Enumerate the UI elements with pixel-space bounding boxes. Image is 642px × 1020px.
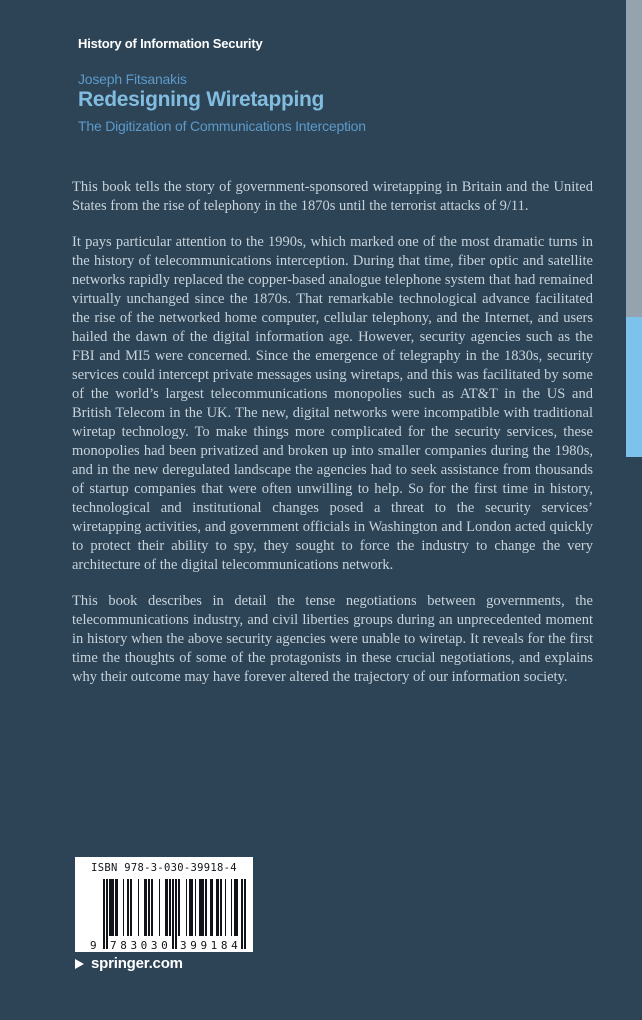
publisher-url	[75, 955, 183, 972]
barcode-digits-right: 399184	[180, 939, 242, 952]
barcode-digits-left: 783030	[110, 939, 172, 952]
blurb-paragraph: This book tells the story of government-sponsored wiretapping in Britain and the United States from the rise of telephony in the 1870s until the terrorist attacks of 9/11.	[72, 179, 593, 214]
ean13-barcode	[90, 879, 246, 952]
play-triangle-icon	[75, 959, 84, 969]
page-edge-strip	[626, 0, 642, 317]
bookmark-tab	[626, 317, 642, 457]
book-subtitle: The Digitization of Communications Interception	[78, 118, 366, 134]
series-title: History of Information Security	[78, 36, 263, 51]
blurb-paragraph: This book describes in detail the tense negotiations between governments, the telecommunications industry, and civil liberties groups during an unprecedented moment in history when the above security agencies were unable to wiretap. It reveals for the first time the thoughts of some of the protagonists in these crucial negotiations, and explains why their outcome may have forever altered the trajectory of our information society.	[72, 593, 593, 685]
blurb-paragraph: It pays particular attention to the 1990s, which marked one of the most dramatic turns in the history of telecommunications interception. During that time, fiber optic and satellite networks rapidly replaced the copper-based analogue telephone system that had remained virtually unchanged since the 1870s. That remarkable technological advance facilitated the rise of the networked home computer, cellular telephony, and the Internet, and users hailed the dawn of the digital information age. However, security agencies such as the FBI and MI5 were concerned. Since the emergence of telegraphy in the 1830s, security services could intercept private messages using wiretaps, and this was facilitated by some of the world’s largest telecommunications monopolies such as AT&T in the US and British Telecom in the UK. The new, digital networks were incompatible with traditional wiretap technology. To make things more complicated for the security services, these monopolies had been privatized and broken up into smaller companies during the 1980s, and in the new deregulated landscape the agencies had to seek assistance from thousands of startup companies that were often unwilling to help. So for the first time in history, technological and institutional changes posed a threat to the security services’ wiretapping activities, and government officials in Washington and London acted quickly to protect their ability to spy, they sought to force the industry to change the very architecture of the digital telecommunications network.	[72, 234, 593, 573]
isbn-label: ISBN 978-3-030-39918-4	[91, 862, 237, 874]
back-cover-blurb	[72, 178, 593, 704]
isbn-barcode	[75, 857, 253, 952]
book-title: Redesigning Wiretapping	[78, 88, 325, 111]
barcode-lead-digit: 9	[90, 939, 97, 952]
author-name: Joseph Fitsanakis	[78, 71, 187, 87]
publisher-url-label: springer.com	[91, 955, 183, 972]
